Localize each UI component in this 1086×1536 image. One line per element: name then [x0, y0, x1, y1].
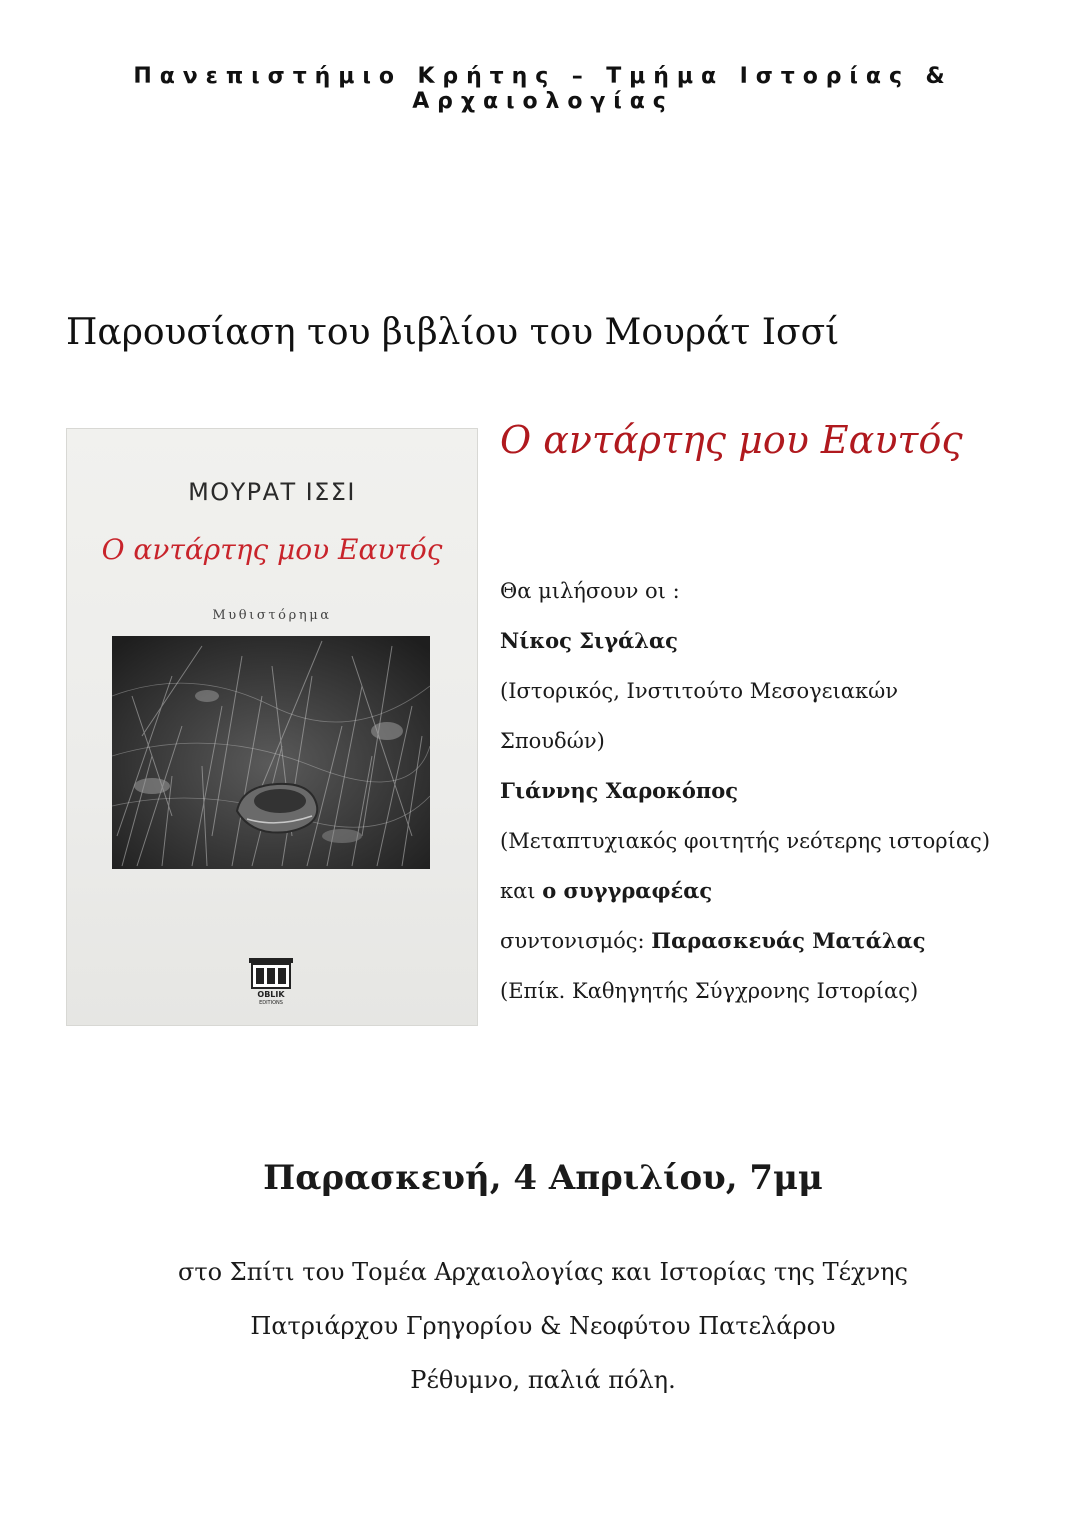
coord-name: Παρασκευάς Ματάλας — [651, 928, 926, 953]
speaker2-name: Γιάννης Χαροκόπος — [500, 778, 739, 803]
speakers-lead: Θα μιλήσουν οι : — [500, 579, 680, 603]
speaker1-name: Νίκος Σιγάλας — [500, 628, 678, 653]
venue-line3: Ρέθυμνο, παλιά πόλη. — [410, 1366, 676, 1394]
and-prefix: και — [500, 879, 536, 903]
publisher-name: OBLIK — [257, 990, 285, 999]
cover-photo — [112, 636, 430, 869]
cover-author: ΜΟΥΡΑΤ ΙΣΣΙ — [188, 478, 356, 506]
speaker2-role: (Μεταπτυχιακός φοιτητής νεότερης ιστορίας) — [500, 829, 991, 853]
book-title: Ο αντάρτης μου Εαυτός — [500, 418, 963, 462]
speakers-block — [500, 566, 990, 1016]
venue-line1: στο Σπίτι του Τομέα Αρχαιολογίας και Ιστορίας της Τέχνης — [178, 1258, 908, 1286]
presentation-intro: Παρουσίαση του βιβλίου του Μουράτ Ισσί — [66, 312, 840, 353]
publisher-logo — [246, 958, 296, 1006]
speaker1-role-line1: (Ιστορικός, Ινστιτούτο Μεσογειακών — [500, 679, 898, 703]
grass-boot-photo — [112, 636, 430, 869]
speaker1-role-line2: Σπουδών) — [500, 729, 605, 753]
event-datetime: Παρασκευή, 4 Απριλίου, 7μμ — [263, 1158, 823, 1198]
venue-line2: Πατριάρχου Γρηγορίου & Νεοφύτου Πατελάρου — [250, 1312, 836, 1340]
cover-genre: Μυθιστόρημα — [212, 608, 332, 623]
cover-title: Ο αντάρτης μου Εαυτός — [101, 533, 443, 566]
institution-header: Πανεπιστήμιο Κρήτης – Τμήμα Ιστορίας & Αρχαιολογίας — [133, 64, 953, 114]
coord-prefix: συντονισμός: — [500, 929, 645, 953]
coord-role: (Επίκ. Καθηγητής Σύγχρονης Ιστορίας) — [500, 979, 919, 1003]
boot-shape — [237, 784, 317, 833]
and-author: ο συγγραφέας — [542, 878, 713, 903]
book-cover-image — [66, 428, 478, 1026]
publisher-sub: EDITIONS — [259, 1000, 283, 1006]
venue-block — [0, 1245, 1086, 1407]
